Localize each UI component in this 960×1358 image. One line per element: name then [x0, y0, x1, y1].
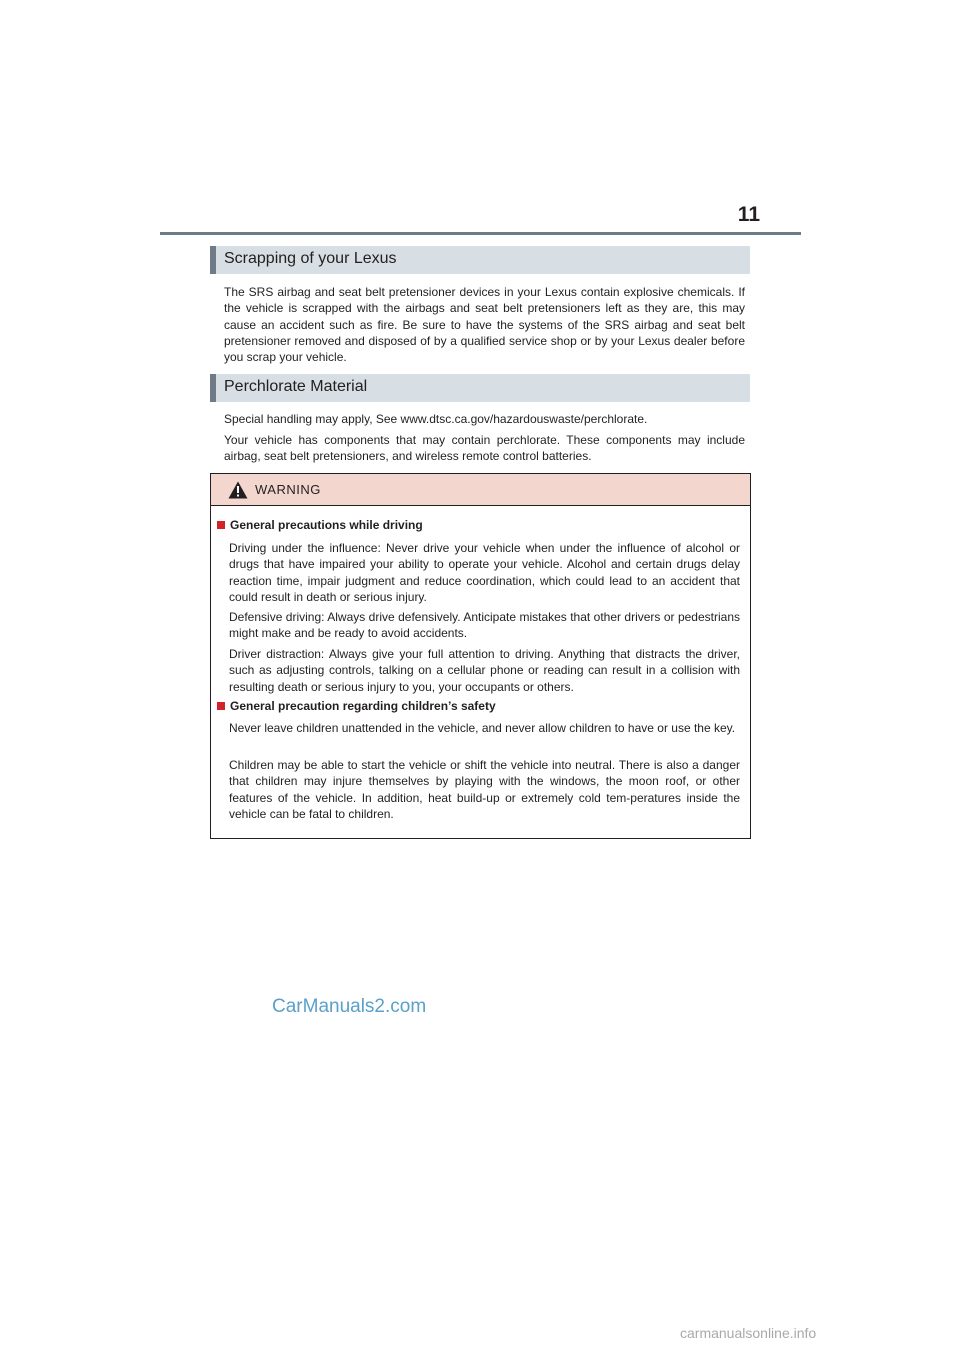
footer-watermark: carmanualsonline.info — [680, 1325, 817, 1341]
section-title: Perchlorate Material — [224, 378, 368, 395]
warning-triangle-icon — [228, 481, 248, 499]
warning-paragraph: Children may be able to start the vehicle or shift the vehicle into neutral. There is also a danger that children may injure themselves by playing with the windows, the moon roof, or other features of the vehicle. In addition, heat build-up or extremely cold tem-peratures inside the vehicle can be fatal to children. — [229, 758, 740, 821]
bullet-square-icon — [217, 521, 225, 529]
warning-header — [211, 474, 750, 506]
body-paragraph: Special handling may apply, See www.dtsc.ca.gov/hazardouswaste/perchlorate. — [224, 412, 648, 426]
body-paragraph: The SRS airbag and seat belt pretensioner devices in your Lexus contain explosive chemicals. If the vehicle is scrapped with the airbags and seat belt pretensioners left as they are, this may cause an accident such as fire. Be sure to have the systems of the SRS airbag and seat belt pretensioner removed and disposed of by a qualified service shop or by your Lexus dealer before you scrap your vehicle. — [224, 285, 745, 365]
warning-paragraph: Defensive driving: Always drive defensively. Anticipate mistakes that other drivers or pedestrians might make and be ready to avoid accidents. — [229, 610, 740, 641]
section-header-perchlorate — [210, 374, 750, 402]
warning-paragraph: Driving under the influence: Never drive your vehicle when under the influence of alcohol or drugs that have impaired your ability to operate your vehicle. Alcohol and certain drugs delay reaction time, impair judgment and reduce coordination, which could lead to an accident that could result in death or serious injury. — [229, 541, 740, 604]
body-paragraph: Your vehicle has components that may contain perchlorate. These components may include airbag, seat belt pretensioners, and wireless remote control batteries. — [224, 433, 745, 464]
warning-paragraph: Driver distraction: Always give your full attention to driving. Anything that distracts the driver, such as adjusting controls, talking on a cellular phone or reading can result in a collision with resulting death or serious injury to you, your occupants or others. — [229, 647, 740, 694]
warning-label: WARNING — [255, 482, 321, 497]
warning-heading — [217, 518, 737, 532]
section-header-scrapping — [210, 246, 750, 274]
top-rule — [160, 232, 801, 235]
warning-box — [210, 473, 751, 839]
warning-paragraph: Never leave children unattended in the vehicle, and never allow children to have or use the key. — [229, 721, 736, 735]
warning-heading-text: General precaution regarding children’s safety — [230, 699, 496, 713]
section-title: Scrapping of your Lexus — [224, 250, 397, 267]
page-number: 11 — [737, 203, 760, 226]
bullet-square-icon — [217, 702, 225, 710]
site-watermark: CarManuals2.com — [272, 996, 427, 1017]
warning-heading-text: General precautions while driving — [230, 518, 423, 532]
warning-heading — [217, 699, 737, 713]
